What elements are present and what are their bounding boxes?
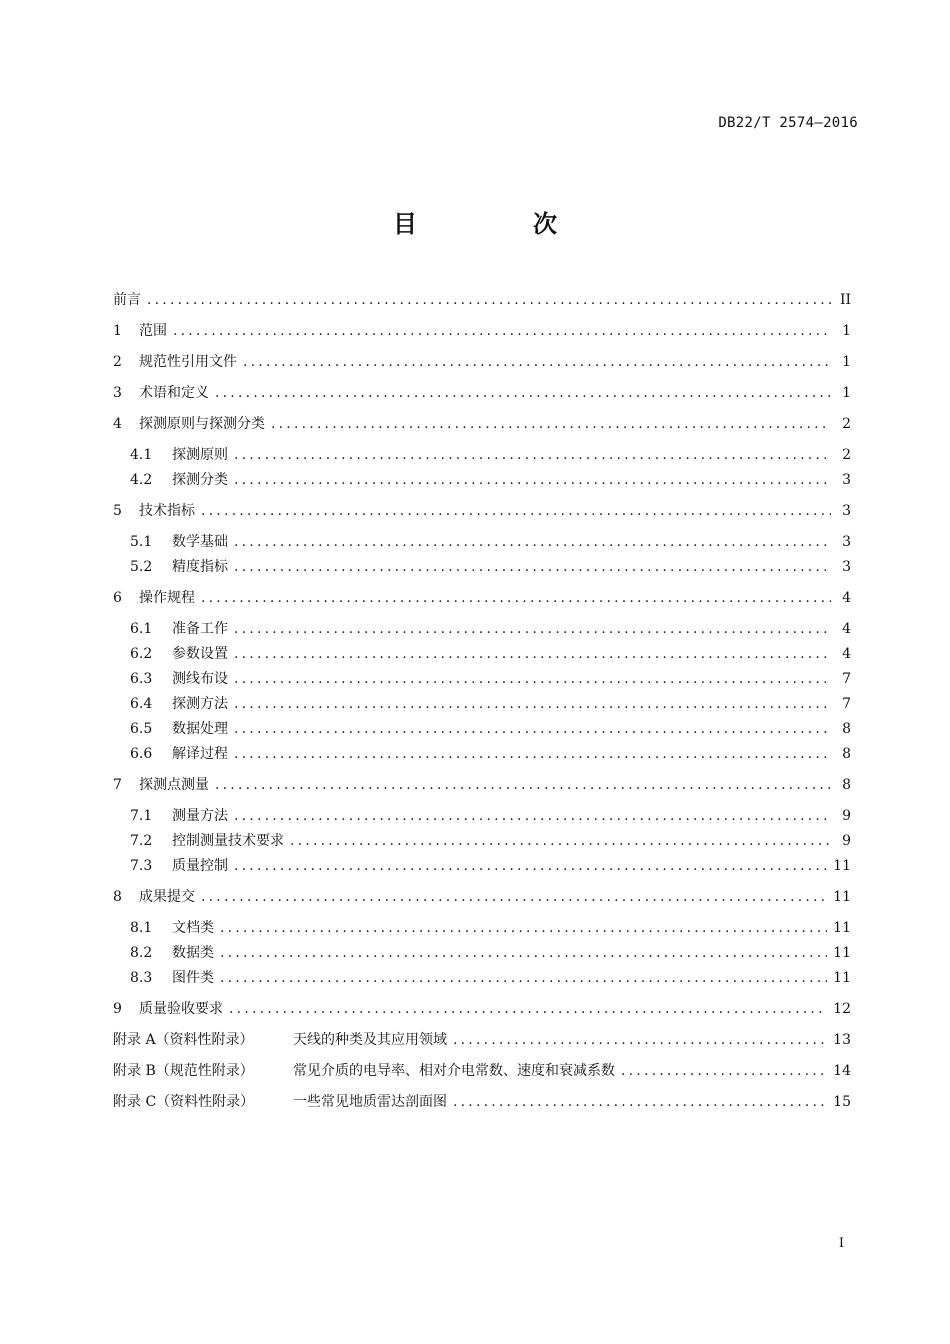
toc-subentry[interactable] (113, 966, 851, 991)
toc-entry-number: 1 (113, 323, 122, 339)
page-number: I (838, 1236, 844, 1251)
dot-leader (220, 966, 827, 991)
toc-entry-label: 精度指标 (172, 559, 228, 575)
toc-subentry[interactable] (113, 804, 851, 829)
toc-entry-page: 9 (842, 833, 851, 849)
toc-subentry[interactable] (113, 916, 851, 941)
toc-entry-number: 5.2 (130, 559, 153, 575)
toc-entry-number: 6.1 (130, 621, 153, 637)
appendix-title: 常见介质的电导率、相对介电常数、速度和衰减系数 (293, 1063, 615, 1079)
toc-entry-label: 探测点测量 (139, 777, 209, 793)
toc-entry-page: 1 (842, 323, 851, 339)
toc-subentry[interactable] (113, 941, 851, 966)
dot-leader (234, 742, 831, 767)
toc-entry-label: 探测原则 (172, 447, 228, 463)
dot-leader (234, 617, 831, 642)
toc-entry-number: 4.2 (130, 472, 153, 488)
appendix-title: 天线的种类及其应用领域 (293, 1032, 447, 1048)
toc-entry-page: 1 (842, 354, 851, 370)
dot-leader (220, 916, 827, 941)
dot-leader (290, 829, 831, 854)
toc-entry-page: 11 (833, 945, 851, 961)
toc-entry-number: 8 (113, 889, 122, 905)
toc-subentry[interactable] (113, 667, 851, 692)
toc-entry-number: 7.2 (130, 833, 153, 849)
toc-entry-page: 2 (842, 447, 851, 463)
appendix-prefix: 附录 A（资料性附录） (113, 1032, 254, 1048)
toc-entry[interactable] (113, 882, 851, 913)
toc-entry-label: 文档类 (172, 920, 214, 936)
toc-subentry[interactable] (113, 854, 851, 879)
toc-subentry[interactable] (113, 530, 851, 555)
appendix-prefix: 附录 B（规范性附录） (113, 1063, 254, 1079)
toc-entry-page: 11 (833, 970, 851, 986)
toc-entry-label: 探测原则与探测分类 (139, 416, 265, 432)
toc-entry-number: 4 (113, 416, 122, 432)
appendix-page: 15 (833, 1094, 851, 1110)
toc-subentry[interactable] (113, 617, 851, 642)
toc-entry-label: 图件类 (172, 970, 214, 986)
toc-entry-label: 技术指标 (139, 503, 195, 519)
toc-entry-page: 3 (842, 503, 851, 519)
toc-entry-number: 8.2 (130, 945, 153, 961)
toc-subentry[interactable] (113, 443, 851, 468)
dot-leader (173, 316, 831, 347)
toc-entry-page: 11 (833, 858, 851, 874)
toc-entry-page: 11 (833, 889, 851, 905)
toc-appendix-entry[interactable] (113, 1025, 851, 1056)
toc-entry-number: 2 (113, 354, 122, 370)
toc-subentry[interactable] (113, 468, 851, 493)
dot-leader (201, 882, 827, 913)
toc-subentry[interactable] (113, 692, 851, 717)
toc-entry-number: 8.1 (130, 920, 153, 936)
dot-leader (271, 409, 831, 440)
toc-entry-label: 术语和定义 (139, 385, 209, 401)
toc-subentry[interactable] (113, 742, 851, 767)
dot-leader (147, 285, 831, 316)
toc-entry-page: 3 (842, 534, 851, 550)
toc-entry-page: 7 (842, 671, 851, 687)
dot-leader (234, 717, 831, 742)
toc-entry-number: 7 (113, 777, 122, 793)
toc-entry-number: 4.1 (130, 447, 153, 463)
toc-entry-number: 5.1 (130, 534, 153, 550)
toc-entry-number: 9 (113, 1001, 122, 1017)
toc-entry-label: 测线布设 (172, 671, 228, 687)
dot-leader (234, 443, 831, 468)
toc-entry-label: 解译过程 (172, 746, 228, 762)
dot-leader (234, 555, 831, 580)
toc-entry[interactable] (113, 496, 851, 527)
toc-entry-page: 7 (842, 696, 851, 712)
toc-entry-label: 数据类 (172, 945, 214, 961)
toc-entry-number: 6.3 (130, 671, 153, 687)
toc-entry-number: 6 (113, 590, 122, 606)
toc-subentry[interactable] (113, 642, 851, 667)
toc-entry-number: 5 (113, 503, 122, 519)
dot-leader (234, 642, 831, 667)
toc-subentry[interactable] (113, 717, 851, 742)
toc-entry-page: 12 (833, 1001, 851, 1017)
appendix-prefix: 附录 C（资料性附录） (113, 1094, 255, 1110)
toc-entry[interactable] (113, 583, 851, 614)
toc-entry-page: 2 (842, 416, 851, 432)
dot-leader (215, 770, 831, 801)
toc-entry-page: 11 (833, 920, 851, 936)
toc-entry-page: 3 (842, 559, 851, 575)
toc-entry[interactable] (113, 285, 851, 316)
toc-entry-label: 准备工作 (172, 621, 228, 637)
appendix-title: 一些常见地质雷达剖面图 (293, 1094, 447, 1110)
toc-entry-label: 成果提交 (139, 889, 195, 905)
toc-entry-label: 前言 (113, 292, 141, 308)
toc-entry[interactable] (113, 378, 851, 409)
toc-entry-page: 9 (842, 808, 851, 824)
dot-leader (215, 378, 831, 409)
dot-leader (453, 1025, 827, 1056)
toc-entry-label: 数据处理 (172, 721, 228, 737)
toc-entry-page: 8 (842, 721, 851, 737)
toc-entry[interactable] (113, 316, 851, 347)
dot-leader (243, 347, 831, 378)
toc-entry-label: 探测分类 (172, 472, 228, 488)
toc-entry-number: 7.3 (130, 858, 153, 874)
toc-entry-page: 4 (842, 590, 851, 606)
toc-entry-label: 操作规程 (139, 590, 195, 606)
toc-entry-page: 3 (842, 472, 851, 488)
toc-subentry[interactable] (113, 829, 851, 854)
toc-entry-label: 测量方法 (172, 808, 228, 824)
toc-entry-label: 控制测量技术要求 (172, 833, 284, 849)
toc-entry-page: 8 (842, 746, 851, 762)
page-title: 目 次 (393, 210, 603, 238)
dot-leader (234, 468, 831, 493)
doc-code: DB22/T 2574—2016 (718, 115, 858, 131)
toc-entry-page: II (839, 292, 851, 308)
dot-leader (234, 667, 831, 692)
toc-entry-number: 6.6 (130, 746, 153, 762)
toc-entry-label: 规范性引用文件 (139, 354, 237, 370)
toc-entry-page: 4 (842, 646, 851, 662)
toc-entry-label: 范围 (139, 323, 167, 339)
dot-leader (201, 583, 831, 614)
toc-entry-number: 6.2 (130, 646, 153, 662)
appendix-page: 13 (833, 1032, 851, 1048)
dot-leader (229, 994, 827, 1025)
toc-entry[interactable] (113, 347, 851, 378)
toc-entry-label: 质量验收要求 (139, 1001, 223, 1017)
toc-entry-label: 质量控制 (172, 858, 228, 874)
toc-entry-label: 数学基础 (172, 534, 228, 550)
toc-entry-number: 6.4 (130, 696, 153, 712)
toc-entry-page: 8 (842, 777, 851, 793)
toc-appendix-entry[interactable] (113, 1087, 851, 1118)
table-of-contents (113, 285, 851, 1118)
dot-leader (453, 1087, 827, 1118)
toc-entry-number: 7.1 (130, 808, 153, 824)
dot-leader (234, 530, 831, 555)
toc-entry-number: 6.5 (130, 721, 153, 737)
toc-entry-label: 探测方法 (172, 696, 228, 712)
toc-entry-label: 参数设置 (172, 646, 228, 662)
dot-leader (234, 854, 827, 879)
appendix-page: 14 (833, 1063, 851, 1079)
toc-entry-page: 1 (842, 385, 851, 401)
dot-leader (621, 1056, 827, 1087)
toc-entry[interactable] (113, 409, 851, 440)
toc-entry-page: 4 (842, 621, 851, 637)
dot-leader (234, 804, 831, 829)
toc-appendix-entry[interactable] (113, 1056, 851, 1087)
toc-entry[interactable] (113, 994, 851, 1025)
toc-entry-number: 3 (113, 385, 122, 401)
toc-entry[interactable] (113, 770, 851, 801)
toc-subentry[interactable] (113, 555, 851, 580)
dot-leader (234, 692, 831, 717)
dot-leader (201, 496, 831, 527)
toc-entry-number: 8.3 (130, 970, 153, 986)
dot-leader (220, 941, 827, 966)
